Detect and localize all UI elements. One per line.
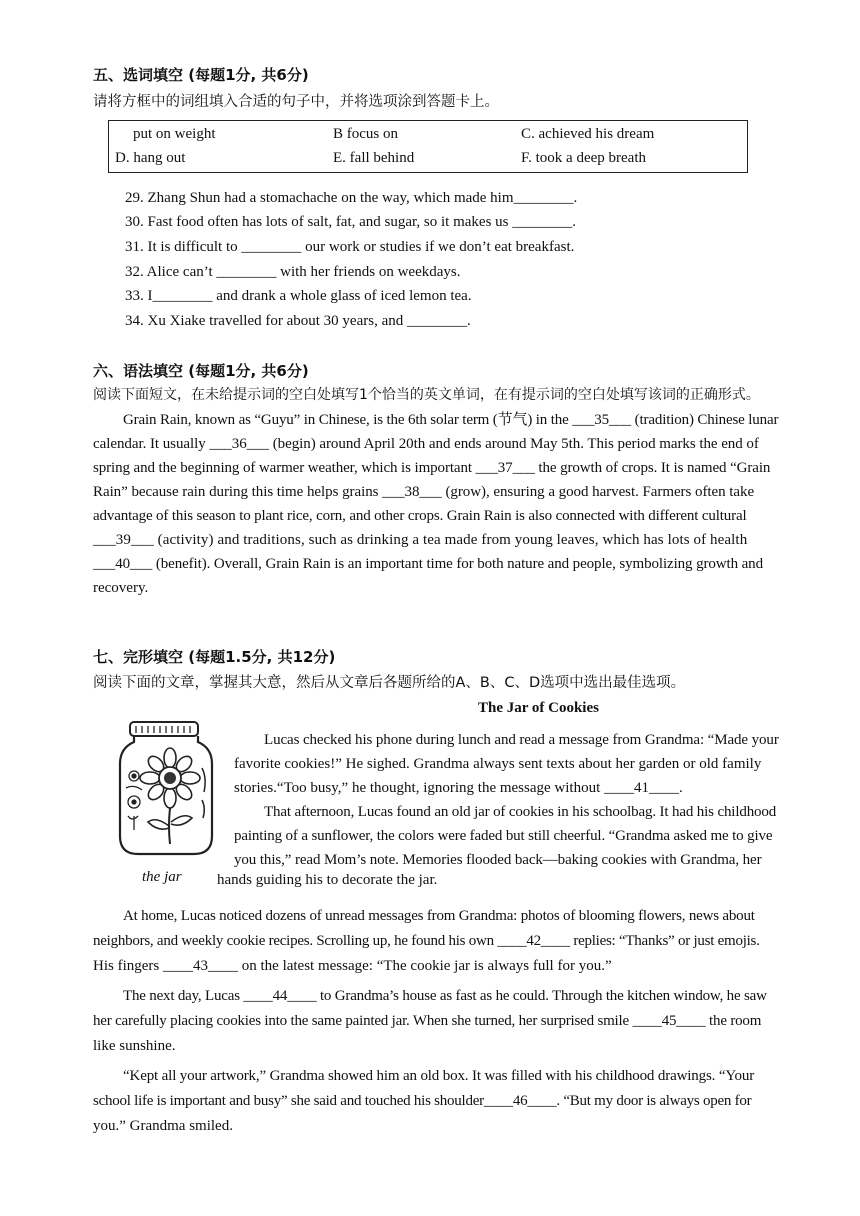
section5-title: 五、选词填空 (每题1分, 共6分) [93, 66, 309, 84]
passage-line: advantage of this season to plant rice, corn, and other crops. Grain Rain is also connected with different cultural [93, 508, 747, 524]
option-a: put on weight [133, 126, 216, 142]
story-title: The Jar of Cookies [478, 700, 599, 716]
section7-instruction: 阅读下面的文章，掌握其大意，然后从文章后各题所给的A、B、C、D选项中选出最佳选项。 [93, 675, 686, 691]
passage-line: her carefully placing cookies into the same painted jar. When she turned, her surprised smile ____45____ the room [93, 1013, 762, 1029]
grammar-passage [93, 408, 855, 600]
passage-line: Grain Rain, known as “Guyu” in Chinese, is the 6th solar term (节气) in the ___35___ (tradition) Chinese lunar [123, 412, 779, 428]
passage-line: ___39___ (activity) and traditions, such as drinking a tea made from young leaves, which has lots of health [93, 532, 748, 548]
option-c: C. achieved his dream [521, 126, 655, 142]
cloze-passage-full [93, 904, 855, 1139]
passage-line: recovery. [93, 580, 149, 596]
section6-instruction: 阅读下面短文，在未给提示词的空白处填写1个恰当的英文单词，在有提示词的空白处填写该词的正确形式。 [93, 387, 760, 403]
question-33: 33. I________ and drank a whole glass of iced lemon tea. [125, 288, 472, 304]
passage-line: ___40___ (benefit). Overall, Grain Rain is an important time for both nature and people, symbolizing growth and [93, 556, 763, 572]
passage-line: Rain” because rain during this time helps grains ___38___ (grow), ensuring a good harvest. Farmers often take [93, 484, 755, 500]
question-34: 34. Xu Xiake travelled for about 30 years, and ________. [125, 313, 471, 329]
option-b: B focus on [333, 126, 398, 142]
passage-line: school life is important and busy” she said and touched his shoulder____46____. “But my door is always open for [93, 1093, 752, 1109]
section6-title: 六、语法填空 (每题1分, 共6分) [93, 362, 309, 380]
passage-line: That afternoon, Lucas found an old jar of cookies in his schoolbag. It had his childhood [264, 804, 777, 820]
passage-line: hands guiding his to decorate the jar. [217, 872, 438, 888]
passage-line: “Kept all your artwork,” Grandma showed him an old box. It was filled with his childhood drawings. “Your [123, 1068, 755, 1084]
passage-line: At home, Lucas noticed dozens of unread messages from Grandma: photos of blooming flowers, news about [123, 908, 755, 924]
question-32: 32. Alice can’t ________ with her friends on weekdays. [125, 264, 461, 280]
option-f: F. took a deep breath [521, 150, 647, 166]
jar-illustration [112, 718, 220, 860]
option-d: D. hang out [115, 150, 186, 166]
question-29: 29. Zhang Shun had a stomachache on the way, which made him________. [125, 190, 578, 206]
passage-line: favorite cookies!” He sighed. Grandma always sent texts about her garden or old family [234, 756, 762, 772]
passage-line: painting of a sunflower, the colors were faded but still cheerful. “Grandma asked me to give [234, 828, 773, 844]
image-caption: the jar [142, 869, 182, 885]
passage-line: stories.“Too busy,” he thought, ignoring the message without ____41____. [234, 780, 683, 796]
section5-instruction: 请将方框中的词组填入合适的句子中，并将选项涂到答题卡上。 [93, 94, 499, 110]
passage-line: The next day, Lucas ____44____ to Grandma’s house as fast as he could. Through the kitchen window, he saw [123, 988, 767, 1004]
passage-line: like sunshine. [93, 1038, 176, 1054]
passage-line: you this,” read Mom’s note. Memories flooded back—baking cookies with Grandma, her [234, 852, 762, 868]
section7-title: 七、完形填空 (每题1.5分, 共12分) [93, 648, 336, 666]
passage-line: neighbors, and weekly cookie recipes. Scrolling up, he found his own ____42____ replies: “Thanks” or just emojis. [93, 933, 760, 949]
jar-icon [112, 718, 220, 860]
cloze-passage-wrapped [234, 728, 854, 872]
question-30: 30. Fast food often has lots of salt, fat, and sugar, so it makes us ________. [125, 214, 577, 230]
passage-line: His fingers ____43____ on the latest message: “The cookie jar is always full for you.” [93, 958, 612, 974]
passage-line: calendar. It usually ___36___ (begin) around April 20th and ends around May 5th. This period marks the end of [93, 436, 759, 452]
passage-line: spring and the beginning of warmer weather, which is important ___37___ the growth of crops. It is named “Grain [93, 460, 771, 476]
question-31: 31. It is difficult to ________ our work or studies if we don’t eat breakfast. [125, 239, 575, 255]
word-options-box [108, 120, 748, 173]
passage-line: you.” Grandma smiled. [93, 1118, 233, 1134]
passage-line: Lucas checked his phone during lunch and read a message from Grandma: “Made your [264, 732, 779, 748]
option-e: E. fall behind [333, 150, 415, 166]
